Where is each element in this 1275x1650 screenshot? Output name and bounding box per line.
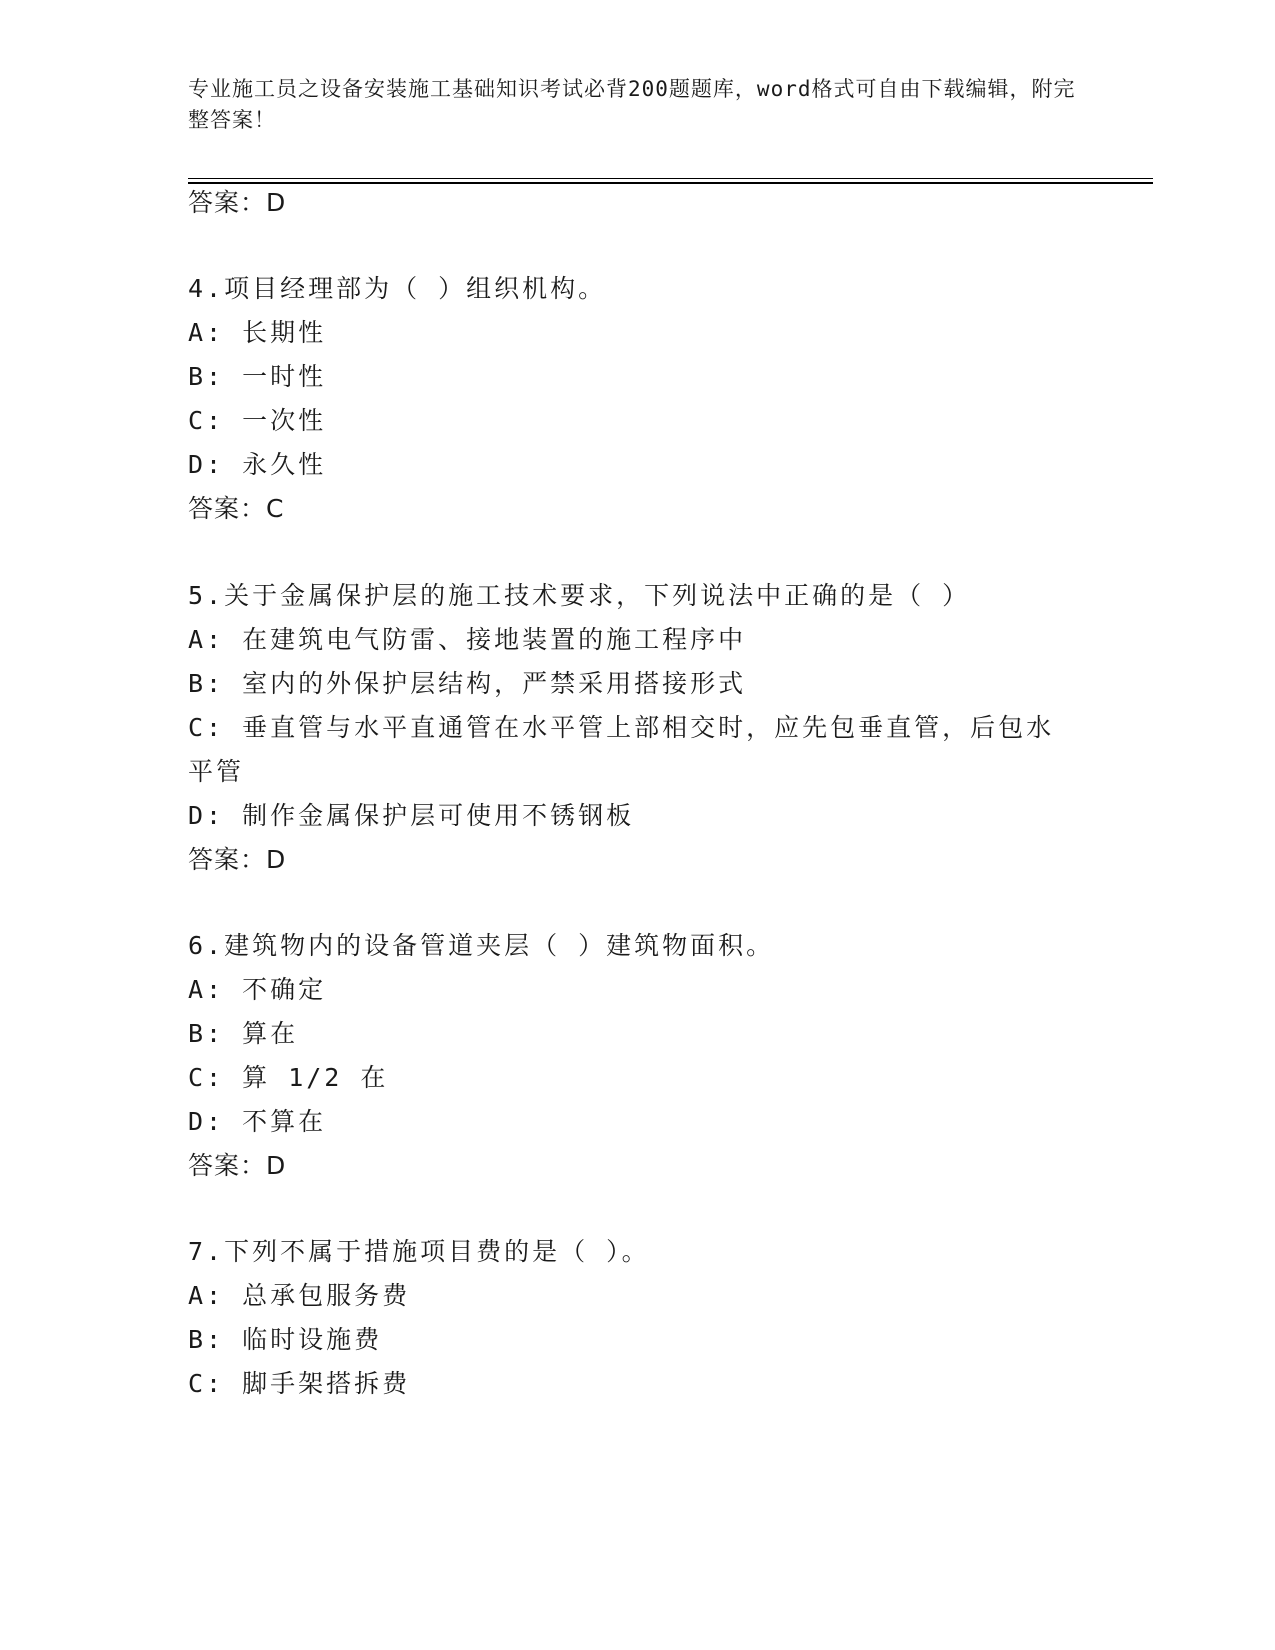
question-5-option-c-continued: 平管 <box>188 757 245 786</box>
question-6-option-c: C: 算 1/2 在 <box>188 1063 389 1092</box>
question-5-option-c: C: 垂直管与水平直通管在水平管上部相交时，应先包垂直管，后包水 <box>188 713 1055 742</box>
question-6-stem: 6.建筑物内的设备管道夹层（ ）建筑物面积。 <box>188 931 775 960</box>
question-7-option-c: C: 脚手架搭拆费 <box>188 1369 411 1398</box>
question-4-option-b: B: 一时性 <box>188 362 327 391</box>
answer-q3: 答案：D <box>188 188 287 217</box>
question-4-stem: 4.项目经理部为（ ）组织机构。 <box>188 274 607 303</box>
question-4-option-c: C: 一次性 <box>188 406 327 435</box>
question-6-option-b: B: 算在 <box>188 1019 299 1048</box>
question-5-option-a: A: 在建筑电气防雷、接地装置的施工程序中 <box>188 625 747 654</box>
question-7-stem: 7.下列不属于措施项目费的是（ ）。 <box>188 1237 650 1266</box>
answer-q5: 答案：D <box>188 845 287 874</box>
question-6-option-a: A: 不确定 <box>188 975 327 1004</box>
answer-q6: 答案：D <box>188 1151 287 1180</box>
question-5-stem: 5.关于金属保护层的施工技术要求，下列说法中正确的是（ ） <box>188 581 971 610</box>
question-6-option-d: D: 不算在 <box>188 1107 327 1136</box>
header-rule-thick <box>188 182 1153 184</box>
answer-q4: 答案：C <box>188 494 285 523</box>
question-5-option-d: D: 制作金属保护层可使用不锈钢板 <box>188 801 635 830</box>
question-5-option-b: B: 室内的外保护层结构，严禁采用搭接形式 <box>188 669 747 698</box>
question-7-option-a: A: 总承包服务费 <box>188 1281 411 1310</box>
question-4-option-d: D: 永久性 <box>188 450 327 479</box>
question-4-option-a: A: 长期性 <box>188 318 327 347</box>
document-header: 专业施工员之设备安装施工基础知识考试必背200题题库，word格式可自由下载编辑，附完整答案！ <box>188 77 1076 132</box>
question-7-option-b: B: 临时设施费 <box>188 1325 383 1354</box>
header-rule-thin <box>188 178 1153 179</box>
